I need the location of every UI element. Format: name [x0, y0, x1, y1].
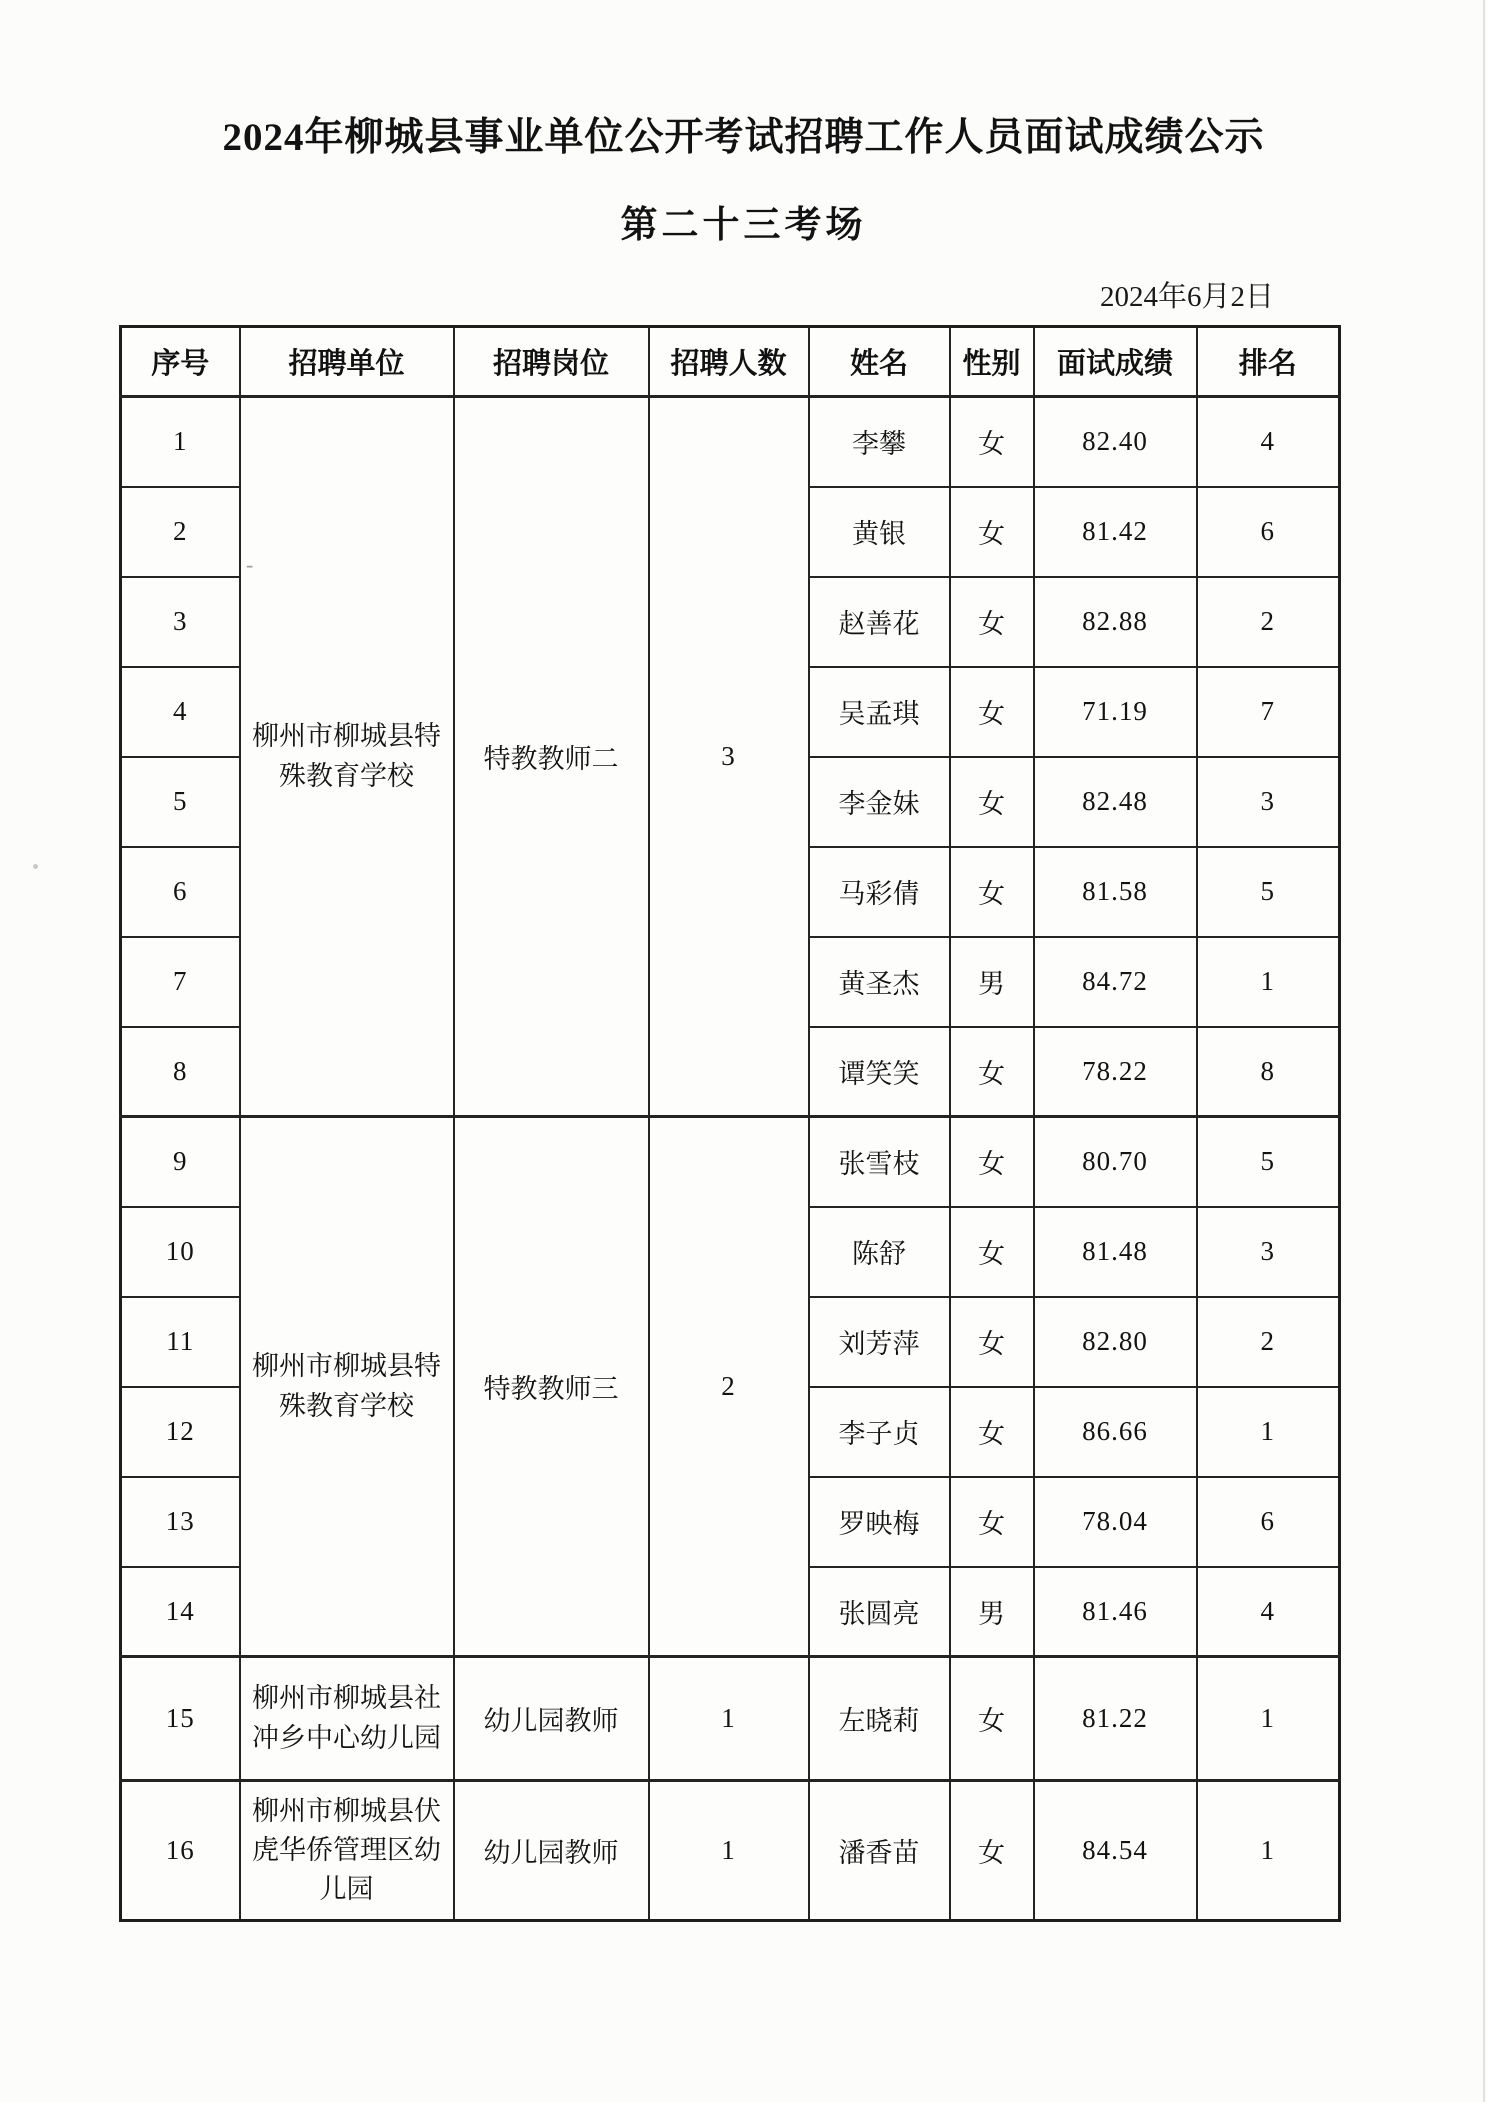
- name-cell: 李子贞: [809, 1387, 950, 1477]
- score-cell: 78.04: [1034, 1477, 1197, 1567]
- name-cell: 李金妹: [809, 757, 950, 847]
- seq-cell: 2: [121, 487, 240, 577]
- count-cell: 1: [649, 1657, 809, 1781]
- table-row: [121, 397, 1340, 487]
- score-cell: 84.72: [1034, 937, 1197, 1027]
- scan-artifact: -: [246, 552, 254, 577]
- seq-cell: 8: [121, 1027, 240, 1117]
- score-table: [119, 325, 1341, 1922]
- gender-cell: 女: [950, 487, 1034, 577]
- rank-cell: 3: [1197, 1207, 1340, 1297]
- header-position: 招聘岗位: [454, 327, 649, 397]
- header-rank: 排名: [1197, 327, 1340, 397]
- header-unit: 招聘单位: [240, 327, 454, 397]
- rank-cell: 5: [1197, 847, 1340, 937]
- rank-cell: 1: [1197, 937, 1340, 1027]
- table-body: [121, 397, 1340, 1921]
- rank-cell: 1: [1197, 1387, 1340, 1477]
- name-cell: 张圆亮: [809, 1567, 950, 1657]
- table-row: [121, 1781, 1340, 1921]
- seq-cell: 14: [121, 1567, 240, 1657]
- header-score: 面试成绩: [1034, 327, 1197, 397]
- seq-cell: 16: [121, 1781, 240, 1921]
- scan-artifact: [33, 864, 38, 869]
- name-cell: 谭笑笑: [809, 1027, 950, 1117]
- rank-cell: 7: [1197, 667, 1340, 757]
- name-cell: 黄银: [809, 487, 950, 577]
- scan-edge-line: [1483, 0, 1485, 2102]
- header-gender: 性别: [950, 327, 1034, 397]
- gender-cell: 女: [950, 1657, 1034, 1781]
- date-text: 2024年6月2日: [1099, 281, 1274, 313]
- name-cell: 赵善花: [809, 577, 950, 667]
- score-cell: 86.66: [1034, 1387, 1197, 1477]
- name-cell: 罗映梅: [809, 1477, 950, 1567]
- gender-cell: 女: [950, 1387, 1034, 1477]
- count-cell: 1: [649, 1781, 809, 1921]
- score-cell: 81.22: [1034, 1657, 1197, 1781]
- seq-cell: 4: [121, 667, 240, 757]
- rank-cell: 4: [1197, 1567, 1340, 1657]
- rank-cell: 4: [1197, 397, 1340, 487]
- score-cell: 81.58: [1034, 847, 1197, 937]
- seq-cell: 15: [121, 1657, 240, 1781]
- seq-cell: 9: [121, 1117, 240, 1207]
- seq-cell: 5: [121, 757, 240, 847]
- score-cell: 82.40: [1034, 397, 1197, 487]
- score-cell: 82.48: [1034, 757, 1197, 847]
- seq-cell: 13: [121, 1477, 240, 1567]
- unit-cell: 柳州市柳城县特殊教育学校: [240, 397, 454, 1117]
- count-cell: 2: [649, 1117, 809, 1657]
- gender-cell: 女: [950, 1207, 1034, 1297]
- table-row: [121, 1657, 1340, 1781]
- unit-cell: 柳州市柳城县伏虎华侨管理区幼儿园: [240, 1781, 454, 1921]
- gender-cell: 女: [950, 1297, 1034, 1387]
- gender-cell: 女: [950, 757, 1034, 847]
- header-seq: 序号: [121, 327, 240, 397]
- gender-cell: 女: [950, 577, 1034, 667]
- rank-cell: 6: [1197, 1477, 1340, 1567]
- name-cell: 左晓莉: [809, 1657, 950, 1781]
- position-cell: 特教教师三: [454, 1117, 649, 1657]
- gender-cell: 女: [950, 1027, 1034, 1117]
- rank-cell: 1: [1197, 1657, 1340, 1781]
- gender-cell: 男: [950, 937, 1034, 1027]
- seq-cell: 7: [121, 937, 240, 1027]
- name-cell: 刘芳萍: [809, 1297, 950, 1387]
- rank-cell: 2: [1197, 577, 1340, 667]
- name-cell: 黄圣杰: [809, 937, 950, 1027]
- name-cell: 马彩倩: [809, 847, 950, 937]
- unit-cell: 柳州市柳城县特殊教育学校: [240, 1117, 454, 1657]
- header-name: 姓名: [809, 327, 950, 397]
- rank-cell: 8: [1197, 1027, 1340, 1117]
- rank-cell: 6: [1197, 487, 1340, 577]
- score-cell: 84.54: [1034, 1781, 1197, 1921]
- score-cell: 81.48: [1034, 1207, 1197, 1297]
- unit-cell: 柳州市柳城县社冲乡中心幼儿园: [240, 1657, 454, 1781]
- score-cell: 80.70: [1034, 1117, 1197, 1207]
- score-cell: 78.22: [1034, 1027, 1197, 1117]
- table-header-row: [121, 327, 1340, 397]
- score-cell: 82.88: [1034, 577, 1197, 667]
- header-count: 招聘人数: [649, 327, 809, 397]
- table-row: [121, 1117, 1340, 1207]
- seq-cell: 10: [121, 1207, 240, 1297]
- rank-cell: 5: [1197, 1117, 1340, 1207]
- rank-cell: 2: [1197, 1297, 1340, 1387]
- position-cell: 幼儿园教师: [454, 1781, 649, 1921]
- page-subtitle: 第二十三考场: [620, 205, 867, 246]
- name-cell: 潘香苗: [809, 1781, 950, 1921]
- gender-cell: 女: [950, 1117, 1034, 1207]
- gender-cell: 女: [950, 397, 1034, 487]
- page-title: 2024年柳城县事业单位公开考试招聘工作人员面试成绩公示: [222, 116, 1265, 159]
- score-cell: 82.80: [1034, 1297, 1197, 1387]
- seq-cell: 1: [121, 397, 240, 487]
- count-cell: 3: [649, 397, 809, 1117]
- score-cell: 71.19: [1034, 667, 1197, 757]
- rank-cell: 1: [1197, 1781, 1340, 1921]
- score-cell: 81.42: [1034, 487, 1197, 577]
- seq-cell: 6: [121, 847, 240, 937]
- gender-cell: 女: [950, 1477, 1034, 1567]
- name-cell: 陈舒: [809, 1207, 950, 1297]
- position-cell: 幼儿园教师: [454, 1657, 649, 1781]
- name-cell: 吴孟琪: [809, 667, 950, 757]
- gender-cell: 女: [950, 667, 1034, 757]
- name-cell: 张雪枝: [809, 1117, 950, 1207]
- gender-cell: 男: [950, 1567, 1034, 1657]
- seq-cell: 3: [121, 577, 240, 667]
- score-cell: 81.46: [1034, 1567, 1197, 1657]
- rank-cell: 3: [1197, 757, 1340, 847]
- gender-cell: 女: [950, 1781, 1034, 1921]
- gender-cell: 女: [950, 847, 1034, 937]
- position-cell: 特教教师二: [454, 397, 649, 1117]
- name-cell: 李攀: [809, 397, 950, 487]
- seq-cell: 11: [121, 1297, 240, 1387]
- seq-cell: 12: [121, 1387, 240, 1477]
